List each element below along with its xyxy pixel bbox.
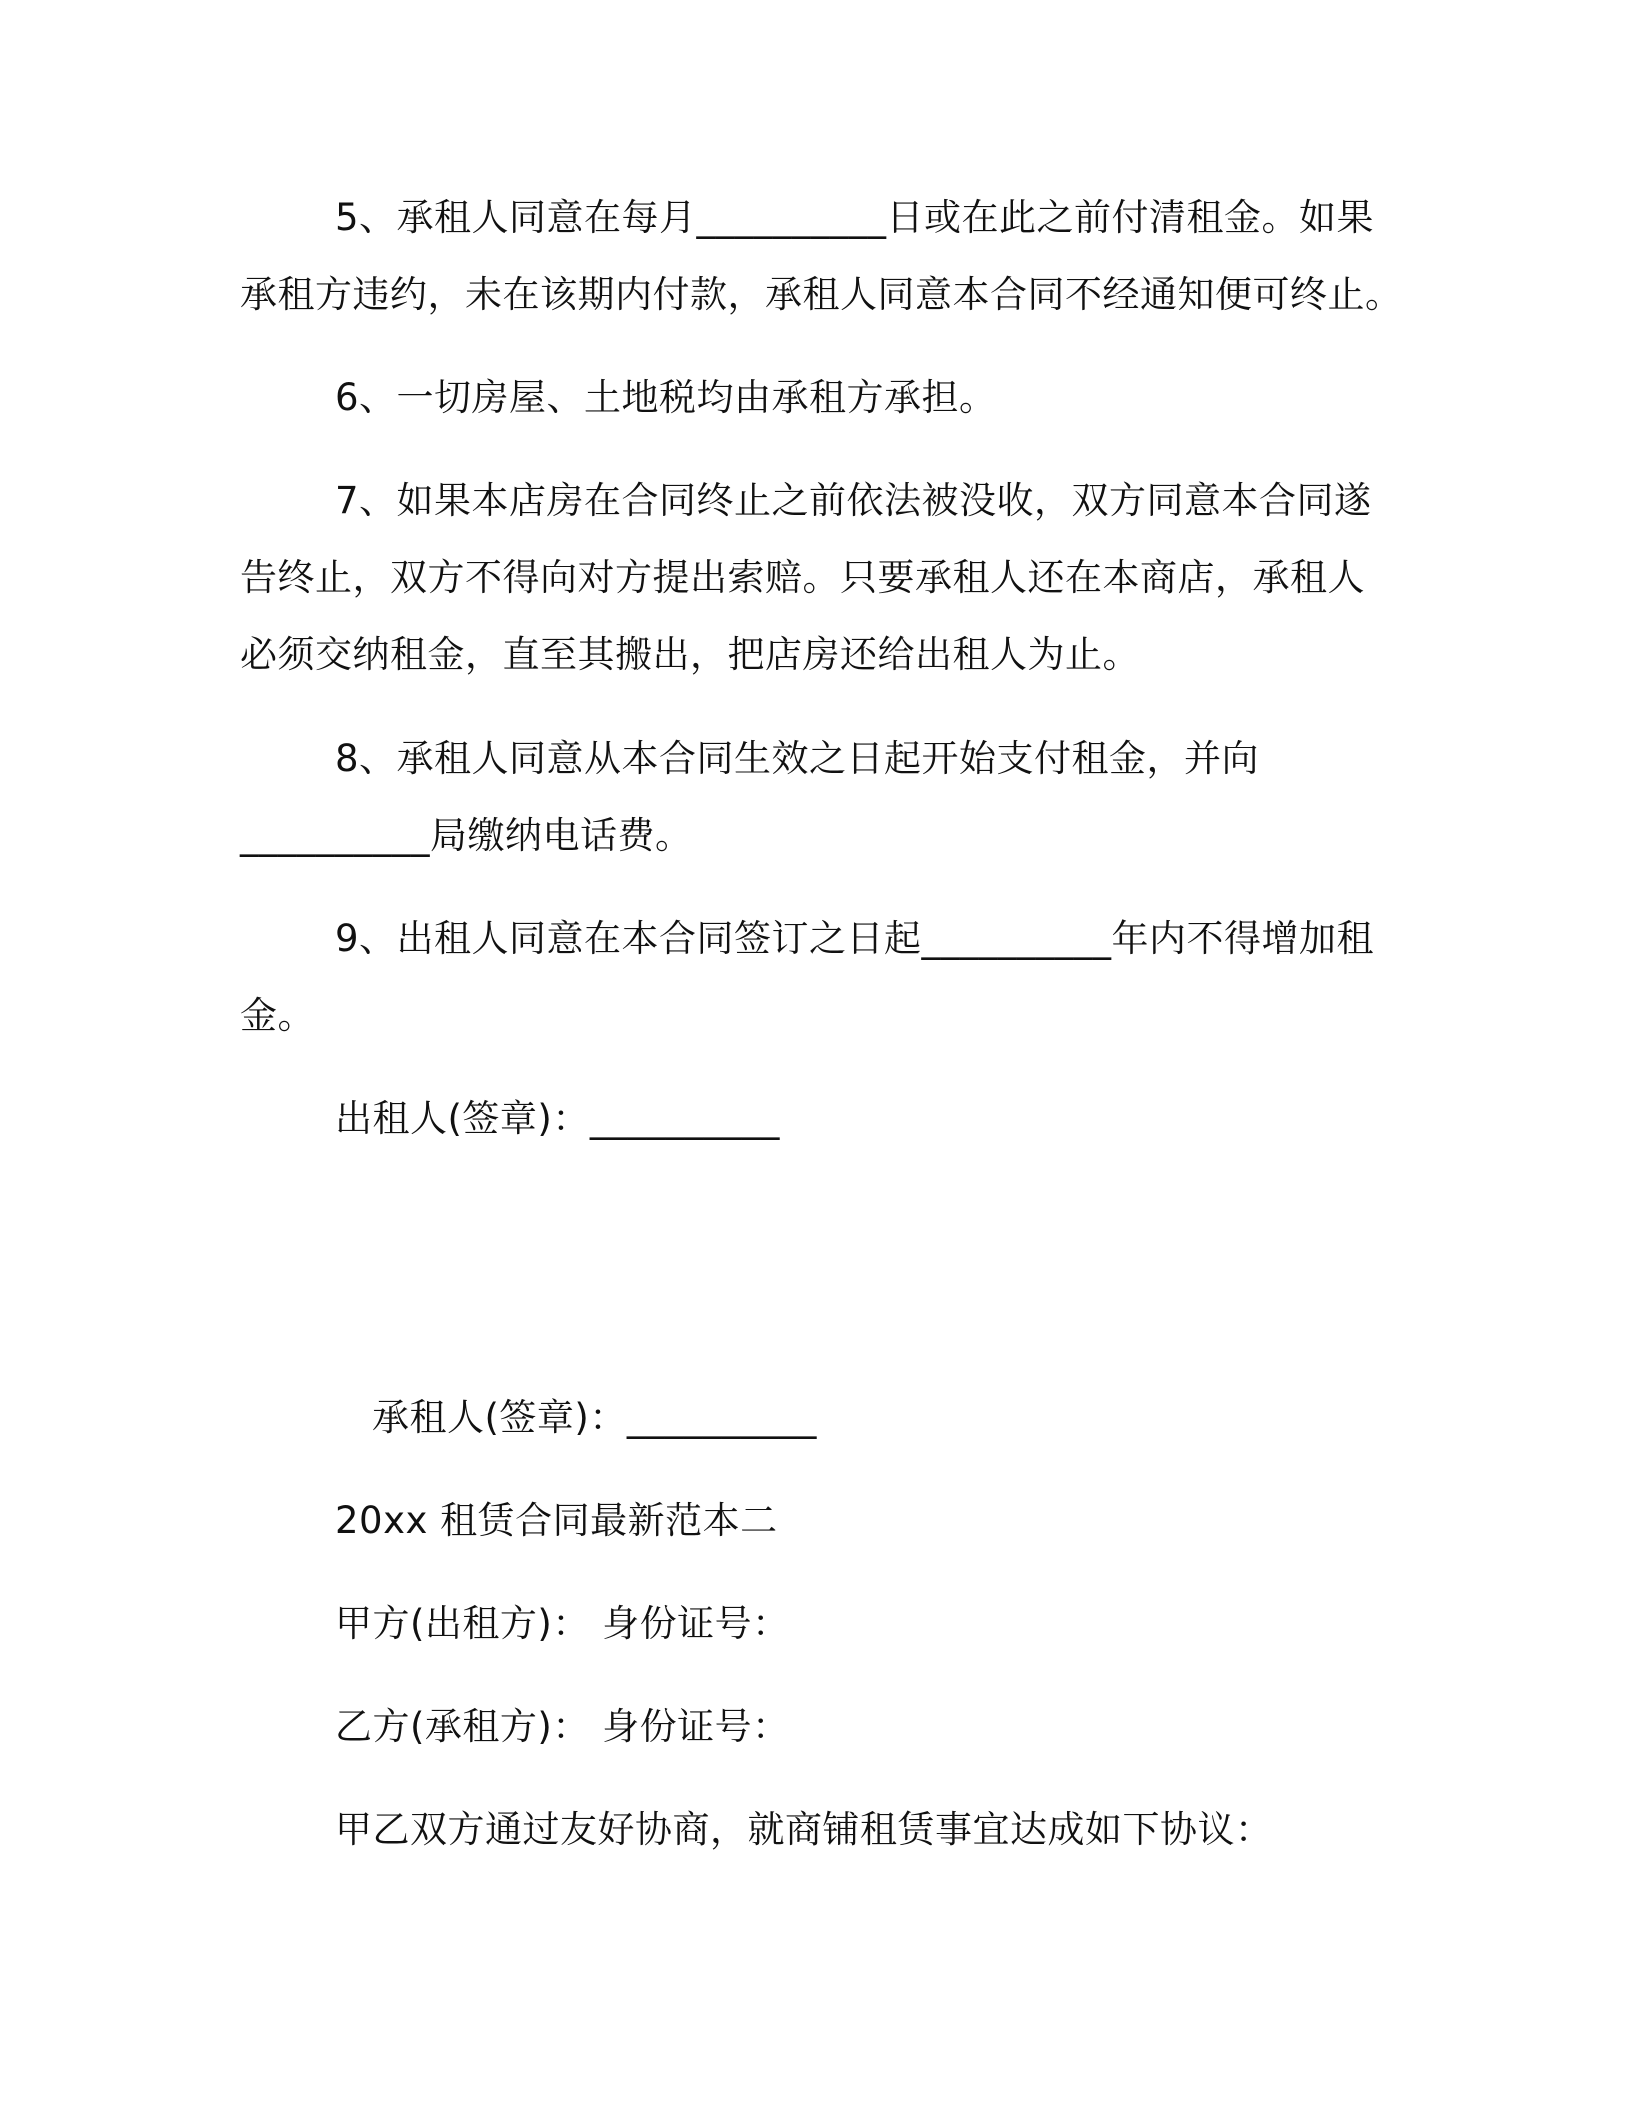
lessee-signature-line: 承租人(签章)：__________ (372, 1396, 817, 1439)
party-b-line: 乙方(承租方)： 身份证号： (335, 1705, 790, 1748)
clause-9-line-1: 9、出租人同意在本合同签订之日起__________年内不得增加租 (335, 917, 1375, 960)
agreement-intro: 甲乙双方通过友好协商，就商铺租赁事宜达成如下协议： (335, 1808, 1273, 1851)
clause-6: 6、一切房屋、土地税均由承租方承担。 (335, 376, 997, 419)
clause-9-line-2: 金。 (240, 994, 315, 1037)
clause-8-line-1: 8、承租人同意从本合同生效之日起开始支付租金，并向 (335, 737, 1260, 780)
clause-7-line-2: 告终止，双方不得向对方提出索赔。只要承租人还在本商店，承租人 (240, 556, 1365, 599)
clause-5-line-2: 承租方违约，未在该期内付款，承租人同意本合同不经通知便可终止。 (240, 273, 1403, 316)
clause-8-line-2: __________局缴纳电话费。 (240, 814, 693, 857)
clause-5-line-1: 5、承租人同意在每月__________日或在此之前付清租金。如果 (335, 196, 1375, 239)
clause-7-line-1: 7、如果本店房在合同终止之前依法被没收，双方同意本合同遂 (335, 479, 1372, 522)
lessor-signature-line: 出租人(签章)：__________ (335, 1097, 780, 1140)
clause-7-line-3: 必须交纳租金，直至其搬出，把店房还给出租人为止。 (240, 633, 1140, 676)
section-title: 20xx 租赁合同最新范本二 (335, 1499, 778, 1542)
party-a-line: 甲方(出租方)： 身份证号： (335, 1602, 790, 1645)
